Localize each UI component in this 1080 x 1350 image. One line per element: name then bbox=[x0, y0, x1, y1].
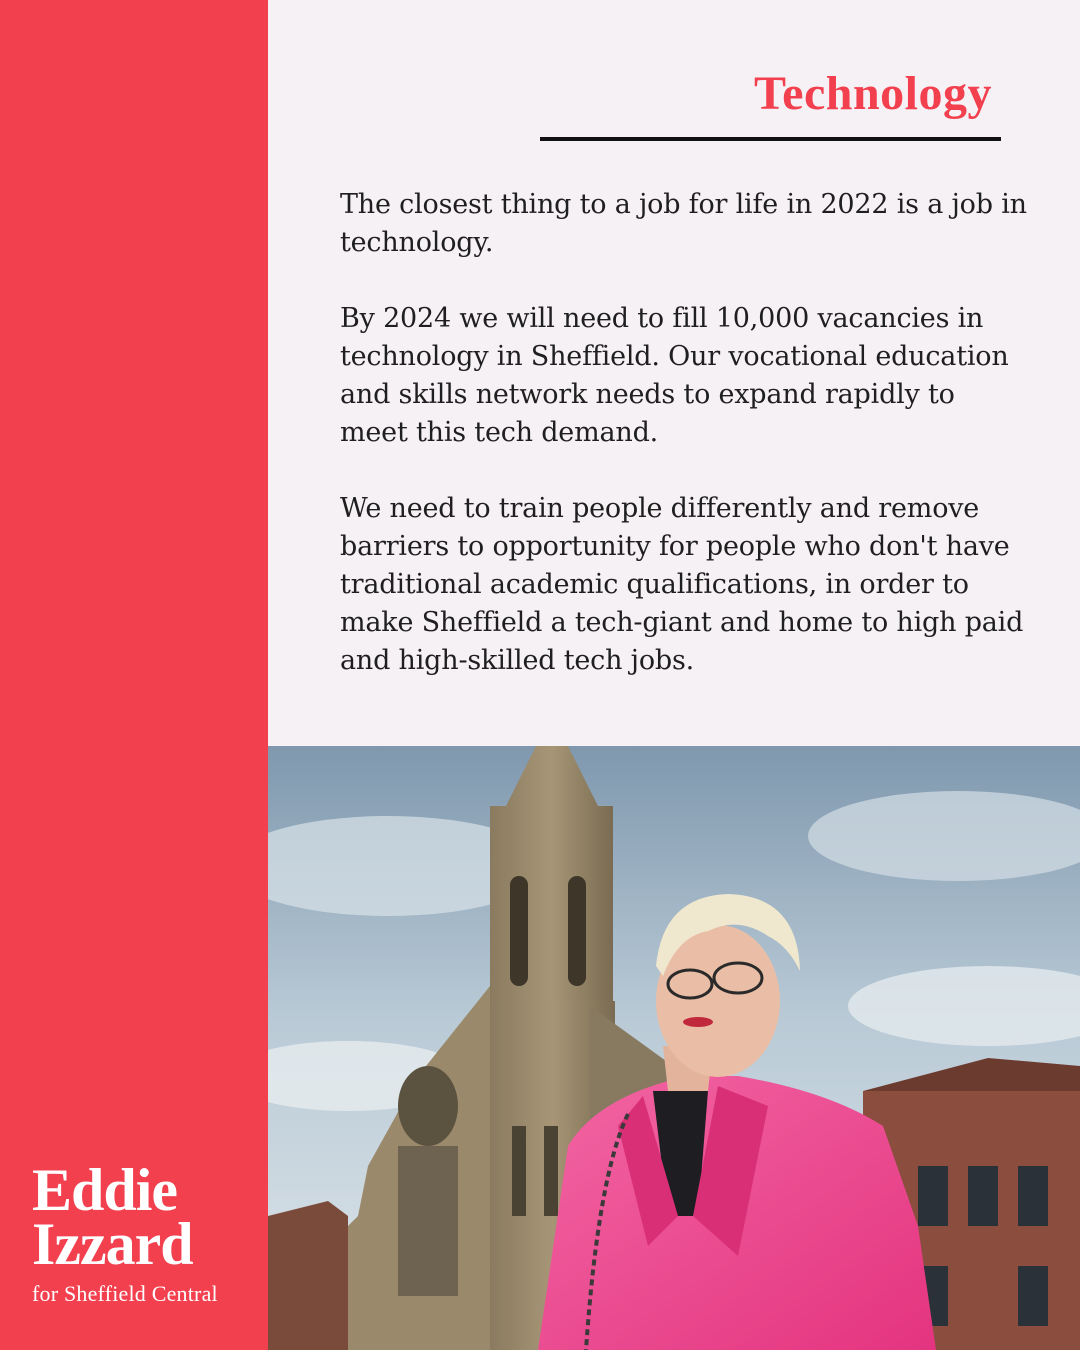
title-divider bbox=[540, 137, 1001, 141]
candidate-photo bbox=[268, 746, 1080, 1350]
brand-name-first: Eddie bbox=[32, 1157, 178, 1223]
page-title: Technology bbox=[754, 67, 992, 120]
body-copy bbox=[340, 186, 1030, 718]
brand-name-last: Izzard bbox=[32, 1211, 193, 1277]
brand-logo bbox=[32, 1157, 218, 1307]
brand-sidebar bbox=[0, 0, 268, 1350]
paragraph-2: By 2024 we will need to fill 10,000 vacancies in technology in Sheffield. Our vocational education and skills network needs to expand rapidly to meet this tech demand. bbox=[340, 303, 1009, 448]
paragraph-3: We need to train people differently and remove barriers to opportunity for people who don't have traditional academic qualifications, in order to make Sheffield a tech-giant and home to high paid and high-skilled tech jobs. bbox=[340, 493, 1024, 676]
paragraph-1: The closest thing to a job for life in 2022 is a job in technology. bbox=[340, 189, 1027, 258]
text-panel bbox=[268, 0, 1080, 746]
brand-tagline: for Sheffield Central bbox=[32, 1281, 218, 1306]
